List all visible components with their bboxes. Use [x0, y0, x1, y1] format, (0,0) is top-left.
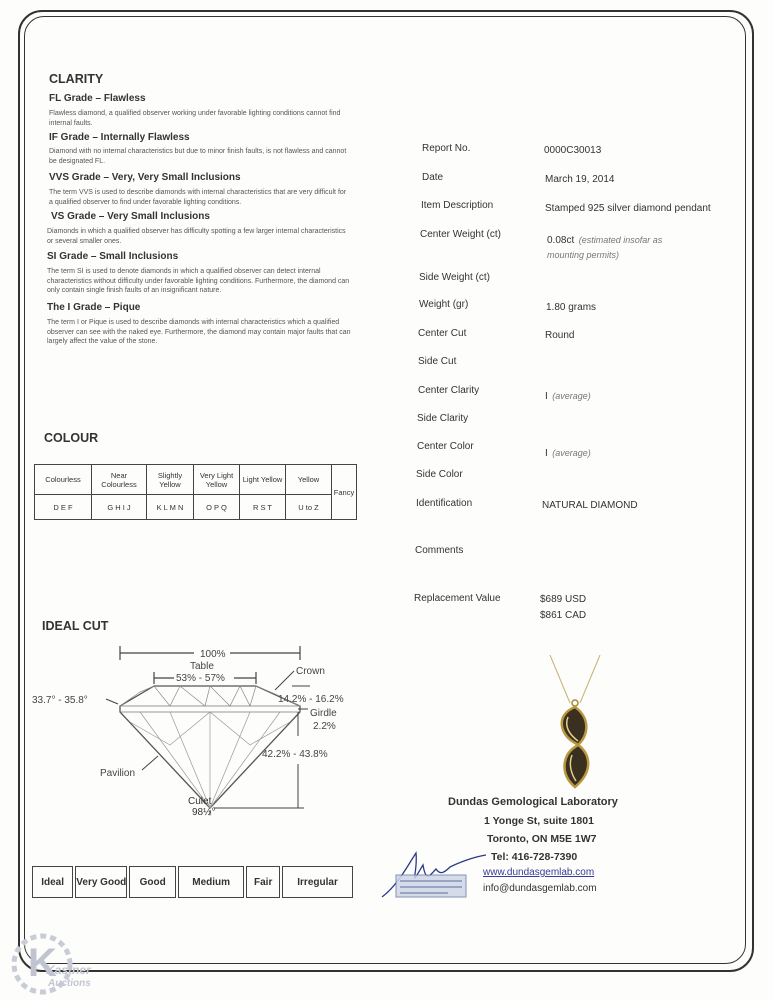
vs-grade-desc: Diamonds in which a qualified observer has difficulty spotting a few larger internal characteristics or several smaller ones.: [47, 228, 346, 245]
cut-grade-table: [30, 864, 355, 900]
colour-letters-def: D E F: [35, 495, 92, 520]
replacement-usd: $689 USD: [540, 594, 587, 605]
cut-grade-very-good: Very Good: [75, 866, 127, 898]
side-clarity-label: Side Clarity: [417, 413, 469, 424]
colour-col-slightly-yellow: Slightly Yellow: [147, 465, 194, 495]
colour-col-yellow: Yellow: [286, 465, 332, 495]
cut-grade-good: Good: [129, 866, 176, 898]
pavilion-facet-1: [140, 712, 210, 808]
identification-value: NATURAL DIAMOND: [542, 500, 638, 511]
fl-grade-desc: Flawless diamond, a qualified observer working under favorable lighting conditions cannot find internal faults.: [49, 110, 341, 127]
table-value-label: 53% - 57%: [176, 673, 225, 684]
weight-gr-value: 1.80 grams: [546, 302, 597, 313]
culet-label: Culet: [188, 796, 212, 807]
colour-col-colourless: Colourless: [35, 465, 92, 495]
lab-address-1: 1 Yonge St, suite 1801: [484, 815, 594, 827]
if-grade-desc: Diamond with no internal characteristics but due to minor finish faults, is not flawless and cannot be designated FL.: [49, 148, 347, 165]
crown-label: Crown: [296, 666, 325, 677]
diamond-diagram: [30, 640, 360, 820]
if-grade-title: IF Grade – Internally Flawless: [49, 132, 190, 143]
center-color-note: (average): [552, 448, 591, 458]
pendant-photo: [540, 655, 610, 795]
vs-grade-title: VS Grade – Very Small Inclusions: [51, 211, 210, 222]
cut-grade-fair: Fair: [246, 866, 280, 898]
si-grade-desc: The term SI is used to denote diamonds in which a qualified observer can detect internal characteristics without difficulty under favorable lighting conditions. Furthermore, the diamond can only contain single finish faults of an insignificant nature.: [47, 268, 350, 294]
signature: [378, 845, 488, 905]
center-cut-label: Center Cut: [418, 328, 467, 339]
pendant-body: [562, 707, 588, 787]
side-weight-label: Side Weight (ct): [419, 272, 490, 283]
ideal-cut-heading: IDEAL CUT: [42, 619, 109, 633]
center-color-label: Center Color: [417, 441, 474, 452]
cut-grade-medium: Medium: [178, 866, 244, 898]
clarity-heading: CLARITY: [49, 72, 104, 86]
crown-angle-label: 33.7° - 35.8°: [32, 695, 88, 706]
width-label: 100%: [200, 649, 226, 660]
watermark-line-1: Kastner: [46, 963, 91, 977]
center-clarity-cell: [545, 386, 591, 404]
girdle-label: Girdle: [310, 708, 337, 719]
pavilion-facet-4: [210, 712, 250, 808]
crown-height-label: 14.2% - 16.2%: [278, 694, 344, 705]
colour-scale-table: [34, 464, 357, 520]
identification-label: Identification: [416, 498, 473, 509]
item-description-label: Item Description: [421, 200, 494, 211]
table-word-label: Table: [190, 661, 214, 672]
pendant-chain: [550, 655, 600, 703]
pavilion-facet-2: [170, 712, 210, 808]
center-clarity-note: (average): [552, 391, 591, 401]
colour-letters-ghij: G H I J: [92, 495, 147, 520]
center-clarity-value: I: [545, 391, 548, 402]
colour-heading: COLOUR: [44, 431, 99, 445]
pavilion-facet-5: [210, 712, 280, 808]
center-weight-cell: [547, 232, 697, 262]
colour-letters-opq: O P Q: [194, 495, 240, 520]
vvs-grade-title: VVS Grade – Very, Very Small Inclusions: [49, 172, 241, 183]
vvs-grade-desc: The term VVS is used to describe diamonds with internal characteristics that are very difficult for a qualified observer to find under favorable lighting conditions.: [49, 189, 347, 206]
item-description-value: Stamped 925 silver diamond pendant: [545, 203, 711, 214]
colour-col-very-light-yellow: Very Light Yellow: [194, 465, 240, 495]
pavilion-pointer: [142, 756, 158, 770]
lab-website-link[interactable]: www.dundasgemlab.com: [483, 867, 595, 878]
comments-label: Comments: [415, 545, 464, 556]
si-grade-title: SI Grade – Small Inclusions: [47, 251, 179, 262]
pavilion-label: Pavilion: [100, 768, 136, 779]
date-label: Date: [422, 172, 444, 183]
watermark-letter: K: [28, 941, 57, 985]
culet-value-label: 98½°: [192, 807, 216, 818]
center-weight-value: 0.08ct: [547, 235, 575, 246]
replacement-value-label: Replacement Value: [414, 593, 501, 604]
lab-email: info@dundasgemlab.com: [483, 883, 597, 894]
center-clarity-label: Center Clarity: [418, 385, 480, 396]
date-value: March 19, 2014: [545, 174, 615, 185]
lab-address-2: Toronto, ON M5E 1W7: [487, 833, 597, 845]
crown-angle-pointer: [106, 699, 118, 704]
center-color-value: I: [545, 448, 548, 459]
watermark-line-2: Auctions: [48, 978, 91, 989]
lab-name: Dundas Gemological Laboratory: [448, 796, 618, 808]
crown-facets: [120, 686, 300, 706]
center-cut-value: Round: [545, 330, 575, 341]
center-weight-note: (estimated insofar as mounting permits): [547, 235, 663, 260]
report-no-value: 0000C30013: [544, 145, 602, 156]
report-no-label: Report No.: [422, 143, 471, 154]
lab-stamp: [396, 875, 466, 897]
i-grade-desc: The term I or Pique is used to describe diamonds with internal characteristics which a qualified observer can see with the naked eye. Furthermore, the diamond may contain major faults that can largely affect the value of the stone.: [47, 319, 351, 345]
center-color-cell: [545, 443, 591, 461]
crown-pointer: [275, 671, 294, 690]
center-weight-label: Center Weight (ct): [420, 229, 501, 240]
fl-grade-title: FL Grade – Flawless: [49, 93, 146, 104]
pavilion-depth-label: 42.2% - 43.8%: [262, 749, 328, 760]
replacement-cad: $861 CAD: [540, 610, 587, 621]
cut-grade-ideal: Ideal: [32, 866, 73, 898]
side-color-label: Side Color: [416, 469, 463, 480]
lab-tel: Tel: 416-728-7390: [491, 851, 578, 863]
side-cut-label: Side Cut: [418, 356, 457, 367]
girdle-value-label: 2.2%: [313, 721, 336, 732]
pendant-bail: [572, 700, 578, 706]
colour-letters-klmn: K L M N: [147, 495, 194, 520]
colour-col-fancy: Fancy: [332, 465, 357, 520]
colour-col-light-yellow: Light Yellow: [240, 465, 286, 495]
i-grade-title: The I Grade – Pique: [47, 302, 141, 313]
cut-grade-irregular: Irregular: [282, 866, 353, 898]
weight-gr-label: Weight (gr): [419, 299, 469, 310]
colour-letters-rst: R S T: [240, 495, 286, 520]
watermark-logo: [6, 928, 116, 998]
colour-letters-u-to-z: U to Z: [286, 495, 332, 520]
colour-col-near-colourless: Near Colourless: [92, 465, 147, 495]
